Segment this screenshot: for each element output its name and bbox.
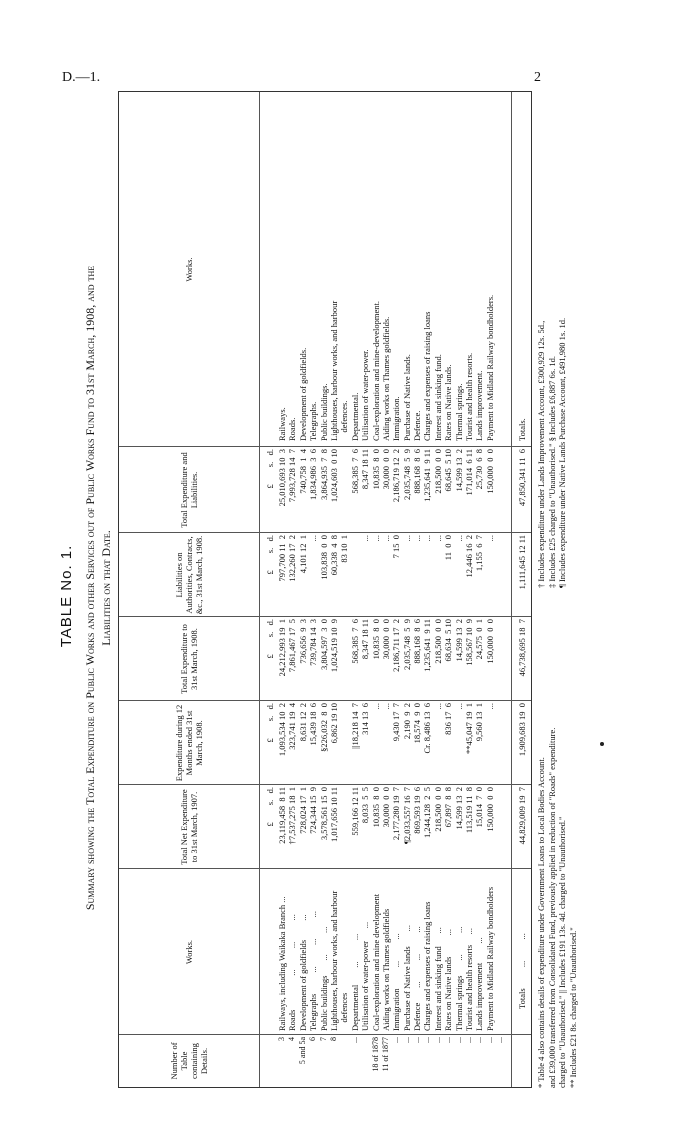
- table-cell: 7,861,467 17 5: [287, 619, 298, 673]
- table-cell: Lands improvement.: [474, 370, 485, 441]
- table-cell: 5 and 5a: [297, 1037, 307, 1065]
- table-cell: ...: [380, 703, 391, 710]
- table-cell: 10,835 8 0: [370, 787, 381, 828]
- table-cell: 1,834,986 3 6: [308, 449, 319, 500]
- table-cell: 7: [318, 1037, 328, 1041]
- table-cell: 323,741 19 4: [287, 703, 298, 750]
- table-cell: 218,500 0 0: [432, 619, 443, 664]
- footnotes-right: [536, 93, 568, 588]
- table-cell: 103,838 0 0: [318, 535, 329, 580]
- table-cell: 25,730 6 8: [474, 449, 485, 490]
- table-cell: ...: [401, 1037, 411, 1043]
- table-cell: Interest and sinking fund.: [432, 354, 443, 441]
- table-cell: 14,599 13 2: [453, 449, 464, 492]
- header-total-net: Total Net Expenditure to 31st March, 1907.: [179, 789, 199, 865]
- table-cell: ...: [474, 1037, 484, 1043]
- table-cell: 15,439 18 6: [308, 703, 319, 746]
- table-cell: ...: [432, 535, 443, 542]
- table-cell: 568,385 7 6: [349, 449, 360, 494]
- table-cell: 2,186,711 17 2: [391, 619, 402, 672]
- table-cell: †7,537,275 18 1: [287, 787, 298, 845]
- table-cell: Charges and expenses of raising loans: [422, 311, 433, 441]
- table-cell: ...: [453, 535, 464, 542]
- totals-total-net: 44,829,009 19 7: [517, 787, 527, 845]
- footnotes-left: [536, 618, 578, 1088]
- table-cell: 3,578,561 15 0: [318, 787, 329, 841]
- table-cell: §226,032 8 0: [318, 703, 329, 752]
- table-cell: Defence.: [412, 410, 423, 441]
- table-cell: 30,000 0 0: [380, 787, 391, 828]
- table-cell: 8,631 12 2: [297, 703, 308, 742]
- table-cell: 24,212,993 19 1: [277, 619, 287, 677]
- table-cell: 1,235,641 9 11: [422, 449, 433, 502]
- table-cell: 1,235,641 9 11: [422, 619, 433, 672]
- table-cell: 14,599 13 2: [453, 787, 464, 830]
- table-cell: Purchase of Native lands.: [401, 354, 412, 441]
- header-rule: [259, 92, 260, 1087]
- table-cell: Immigration.: [391, 396, 402, 441]
- table-cell: [339, 703, 349, 783]
- table-cell: ...: [464, 1037, 474, 1043]
- table-cell: ...: [412, 1037, 422, 1043]
- table-cell: 1,017,656 10 11: [328, 787, 339, 842]
- table-cell: 1,244,128 2 5: [422, 787, 433, 838]
- table-cell: 14,599 13 2: [453, 619, 464, 662]
- table-cell: 158,567 10 9: [464, 619, 475, 666]
- table-cell: 6: [308, 1037, 318, 1041]
- table-cell: 132,260 17 2: [287, 535, 298, 582]
- table-cell: ...: [349, 1037, 359, 1043]
- table-cell: 740,758 1 4: [297, 449, 308, 494]
- header-liabilities: Liabilities on Authorities, Contracts, &c., 31st March, 1908.: [174, 535, 204, 615]
- table-cell: ...: [484, 1037, 494, 1043]
- table-cell: Departmental.: [349, 392, 360, 441]
- table-cell: 8,347 18 11: [360, 619, 371, 660]
- page-number: 2: [534, 70, 541, 85]
- totals-label: Totals ... ...: [517, 933, 527, 1009]
- table-cell: 2,035,748 5 9: [401, 619, 412, 670]
- table-cell: Public buildings.: [318, 383, 329, 441]
- table-cell: Tourist and health resorts.: [464, 352, 475, 441]
- table-cell: 1,024,603 0 10: [328, 449, 339, 503]
- table-cell: Defence ... ... ...: [412, 926, 423, 1031]
- table-cell: 836 17 6: [443, 703, 454, 735]
- table-cell: Cr. 8,486 13 6: [422, 703, 433, 754]
- table-cell: 150,000 0 0: [484, 787, 495, 832]
- table-cell: ||18,218 14 7: [349, 703, 360, 749]
- table-cell: 559,166 12 11: [349, 787, 360, 836]
- table-cell: 15,014 7 0: [474, 787, 485, 828]
- works-right-column: [277, 96, 495, 441]
- footnote-line: * Table 4 also contains details of expenditure under Government Loans to Local Bodies Account.: [536, 757, 546, 1088]
- table-cell: ...: [484, 535, 495, 542]
- table-cell: 68,634 5 10: [443, 619, 454, 662]
- table-cell: Development of goldfields.: [297, 347, 308, 441]
- table-cell: ...: [391, 1037, 401, 1043]
- table-cell: 8: [328, 1037, 338, 1041]
- table-cell: 8,347 18 11: [360, 449, 371, 490]
- table-cell: 2,035,748 5 9: [401, 449, 412, 500]
- table-cell: defences: [339, 992, 350, 1031]
- table-cell: Utilisation of water-power.: [360, 349, 371, 441]
- table-cell: ...: [443, 1037, 453, 1043]
- table-cell: 10,835 8 0: [370, 449, 381, 490]
- table-cell: 314 13 6: [360, 703, 371, 735]
- works-column: [277, 871, 495, 1031]
- table-cell: 7 15 0: [391, 535, 402, 559]
- table-cell: 739,784 14 3: [308, 619, 319, 666]
- table-cell: 1,093,534 10 2: [277, 703, 287, 757]
- table-cell: Public buildings ... ...: [318, 926, 329, 1031]
- table-cell: ...: [380, 535, 391, 542]
- totals-rule: [511, 92, 512, 1087]
- footnote-line: ** Includes £21 8s. charged to "Unauthorised.": [567, 927, 578, 1088]
- table-title: TABLE No. 1.: [58, 544, 75, 648]
- summary-table: [118, 91, 532, 1088]
- table-cell: 11 0 0: [443, 535, 454, 561]
- units-label: £ s. d.: [265, 449, 275, 489]
- expenditure-12-column: [277, 703, 495, 783]
- table-cell: Telegraphs ... ... ...: [308, 910, 319, 1031]
- header-works-right: Works.: [184, 257, 194, 282]
- table-cell: 8,033 5 5: [360, 787, 371, 824]
- total-net-column: [277, 787, 495, 867]
- table-cell: Railways, including Waikaka Branch ...: [277, 896, 287, 1031]
- table-cell: ...: [308, 535, 319, 542]
- table-cell: 568,385 7 6: [349, 619, 360, 664]
- units-label: £ s. d.: [265, 787, 275, 827]
- table-cell: 113,519 11 8: [464, 787, 475, 834]
- table-cell: Payment to Midland Railway bondholders.: [484, 294, 495, 441]
- table-cell: 25,010,693 10 3: [277, 449, 287, 507]
- table-cell: 7,993,728 14 7: [287, 449, 298, 503]
- table-cell: 30,000 0 0: [380, 449, 391, 490]
- table-cell: 736,656 9 3: [297, 619, 308, 664]
- table-cell: 2,177,280 19 7: [391, 787, 402, 841]
- table-cell: 83 10 1: [339, 535, 350, 563]
- table-cell: Roads ... ... ...: [287, 914, 298, 1031]
- table-cell: [360, 1037, 370, 1085]
- table-cell: Utilisation of water-power ...: [360, 921, 371, 1031]
- table-cell: Development of goldfields ...: [297, 914, 308, 1031]
- table-cell: 2,190 9 2: [401, 703, 412, 740]
- totals-total-exp-liab: 47,850,341 11 6: [517, 449, 527, 507]
- table-cell: ...: [495, 1037, 505, 1043]
- table-cell: 18 of 1878: [370, 1037, 380, 1072]
- table-cell: Purchase of Native lands ...: [401, 925, 412, 1031]
- table-cell: Aiding works on Thames goldfields.: [380, 316, 391, 441]
- table-cell: Coal-exploration and mine-development.: [370, 301, 381, 441]
- table-cell: 1,024,519 10 9: [328, 619, 339, 673]
- table-cell: ...: [412, 535, 423, 542]
- table-cell: Lighthouses, harbour works, and harbour: [328, 890, 339, 1031]
- table-cell: ...: [360, 535, 371, 542]
- table-cell: 797,700 11 2: [277, 535, 287, 582]
- totals-label-right: Totals.: [517, 418, 527, 441]
- table-cell: ...: [432, 1037, 442, 1043]
- table-cell: ...: [401, 535, 412, 542]
- table-cell: defences.: [339, 400, 350, 441]
- table-cell: Immigration ... ...: [391, 933, 402, 1031]
- footnote-line: charged to "Unauthorised." || Includes £191 13s. 4d. charged to "Unauthorised.": [557, 816, 567, 1088]
- table-number-column: [277, 1037, 506, 1085]
- table-summary: [82, 88, 114, 1088]
- table-cell: 1,155 6 7: [474, 535, 485, 572]
- units-label: £ s. d.: [265, 535, 275, 575]
- table-cell: 150,000 0 0: [484, 449, 495, 494]
- total-exp-liab-column: [277, 449, 495, 531]
- table-cell: 24,575 0 1: [474, 619, 485, 660]
- table-cell: 68,645 5 10: [443, 449, 454, 492]
- table-cell: Railways.: [277, 407, 287, 441]
- total-expenditure-column: [277, 619, 495, 699]
- table-cell: Interest and sinking fund ...: [432, 927, 443, 1031]
- table-cell: Aiding works on Thames goldfields: [380, 908, 391, 1031]
- table-cell: Thermal springs ... ...: [453, 926, 464, 1031]
- table-cell: Coal-exploration and mine development: [370, 893, 381, 1031]
- table-cell: 67,897 8 8: [443, 787, 454, 828]
- table-cell: 869,593 19 6: [412, 787, 423, 834]
- table-cell: Payment to Midland Railway bondholders: [484, 886, 495, 1031]
- table-cell: [339, 787, 349, 867]
- table-cell: 18,574 9 0: [412, 703, 423, 744]
- table-cell: 30,000 0 0: [380, 619, 391, 660]
- table-cell: Roads.: [287, 417, 298, 441]
- table-cell: 3,804,597 3 0: [318, 619, 329, 670]
- table-cell: ...: [432, 703, 443, 710]
- summary-line-2: Liabilities on that Date.: [99, 530, 113, 646]
- table-cell: ...: [370, 535, 381, 542]
- table-cell: 724,344 15 9: [308, 787, 319, 834]
- table-cell: ...: [370, 703, 381, 710]
- table-cell: 218,500 0 0: [432, 449, 443, 494]
- table-cell: Rates on Native lands ...: [443, 929, 454, 1031]
- table-cell: Lands improvement ...: [474, 937, 485, 1031]
- totals-exp-12: 1,909,683 19 0: [517, 703, 527, 757]
- table-cell: ...: [484, 703, 495, 710]
- table-cell: ...: [422, 1037, 432, 1043]
- table-cell: Thermal springs.: [453, 383, 464, 441]
- table-cell: 218,500 0 0: [432, 787, 443, 832]
- totals-total-exp: 46,738,695 18 7: [517, 619, 527, 677]
- table-cell: 11 of 1877: [380, 1037, 390, 1072]
- header-total-expenditure: Total Expenditure to 31st March, 1908.: [179, 624, 199, 694]
- table-cell: Telegraphs.: [308, 401, 319, 441]
- table-cell: 60,338 4 8: [328, 535, 339, 576]
- table-cell: [350, 535, 360, 615]
- table-cell: 171,014 6 11: [464, 449, 475, 496]
- table-cell: [339, 449, 349, 531]
- table-cell: 9,430 17 7: [391, 703, 402, 742]
- units-label: £ s. d.: [265, 619, 275, 659]
- table-cell: ...: [422, 535, 433, 542]
- table-cell: ¶2,033,557 16 7: [401, 787, 412, 844]
- page-code: D.—1.: [62, 70, 101, 85]
- table-cell: 12,446 16 2: [464, 535, 475, 578]
- table-cell: 6,862 19 10: [328, 703, 339, 744]
- footnote-line: ‡ Includes £25 charged to "Unauthorised." § Includes £6,887 6s. 1d.: [546, 356, 557, 588]
- table-cell: ...: [453, 1037, 463, 1043]
- table-cell: 728,024 17 1: [297, 787, 308, 834]
- table-cell: 4,101 12 1: [297, 535, 308, 574]
- table-cell: 888,168 8 6: [412, 619, 423, 664]
- rotated-table-page: [52, 56, 632, 1096]
- table-cell: 3: [277, 1037, 286, 1041]
- footnote-line: † Includes expenditure under Lands Improvement Account, £300,929 12s. 5d.,: [536, 320, 546, 588]
- table-cell: Tourist and health resorts ...: [464, 927, 475, 1031]
- table-cell: Rates on Native lands.: [443, 364, 454, 441]
- header-expenditure-12-months: Expenditure during 12 Months ended 31st March, 1908.: [174, 704, 204, 782]
- table-cell: Lighthouses, harbour works, and harbour: [328, 300, 339, 441]
- header-works: Works.: [184, 939, 194, 965]
- table-cell: 150,000 0 0: [484, 619, 495, 664]
- table-cell: 3,864,935 7 8: [318, 449, 329, 500]
- footnote-line: ¶ Includes expenditure under Native Lands Purchase Account, £491,980 1s. 1d.: [557, 317, 567, 588]
- table-cell: 888,168 8 6: [412, 449, 423, 494]
- liabilities-column: [277, 535, 495, 615]
- table-cell: 10,835 8 0: [370, 619, 381, 660]
- table-cell: [339, 619, 349, 699]
- header-total-exp-liabilities: Total Expenditure and Liabilities.: [179, 452, 199, 528]
- units-label: £ s. d.: [265, 703, 275, 743]
- totals-liabilities: 1,111,645 12 11: [517, 535, 527, 590]
- summary-line-1: Summary showing the Total Expenditure on Public Works and other Services out of Public Works Fund to 31st March, 1908, and the: [83, 265, 97, 911]
- table-cell: Charges and expenses of raising loans: [422, 901, 433, 1031]
- table-cell: 4: [287, 1037, 297, 1041]
- header-table-no: Number of Table containing Details.: [169, 1042, 209, 1080]
- table-cell: **45,047 19 1: [464, 703, 475, 754]
- table-cell: 2,186,719 12 2: [391, 449, 402, 503]
- table-cell: ...: [453, 703, 464, 710]
- table-cell: 9,560 13 1: [474, 703, 485, 742]
- footnote-line: and £39,000 transferred from Consolidated Fund, previously applied in reduction of "Roads" expenditure.: [546, 727, 557, 1088]
- table-cell: Departmental ... ...: [349, 933, 360, 1031]
- table-cell: 23,119,458 8 11: [277, 787, 287, 844]
- table-cell: [339, 1037, 349, 1085]
